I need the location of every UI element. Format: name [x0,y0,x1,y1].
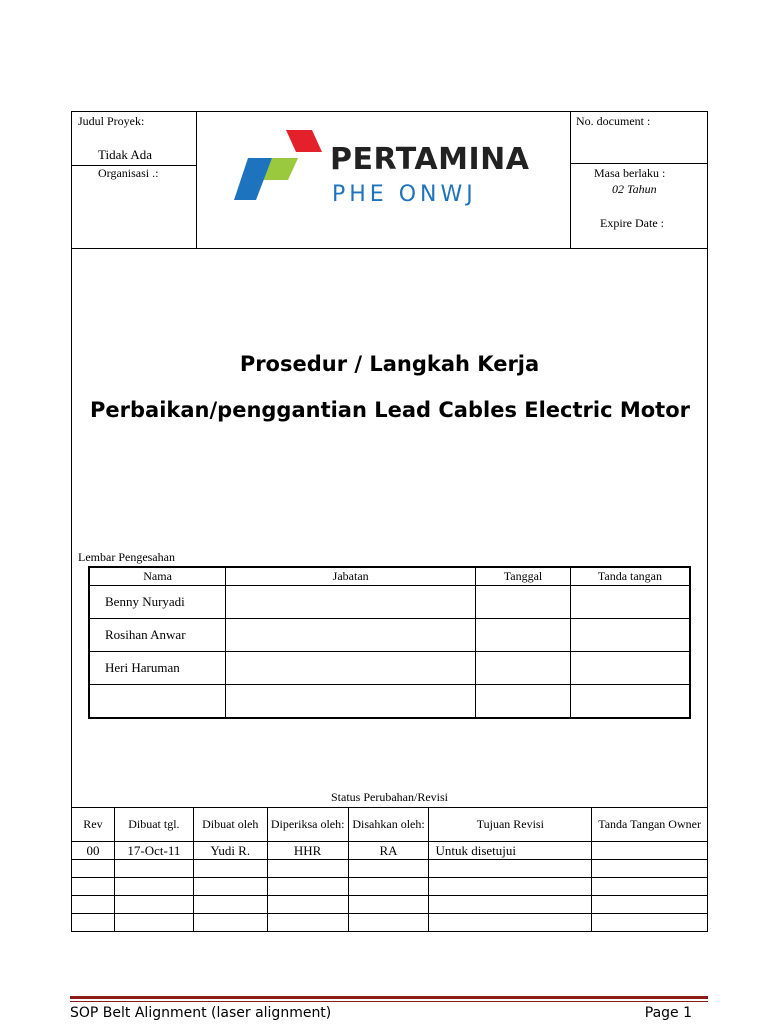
tanda-tangan-cell [570,586,690,619]
tanda-tangan-owner-cell [592,860,708,878]
header-nama: Nama [89,567,226,586]
rev-cell: 00 [72,842,115,860]
jabatan-cell [226,586,476,619]
tanda-tangan-owner-cell [592,896,708,914]
header-dibuat-oleh: Dibuat oleh [193,808,267,842]
diperiksa-oleh-cell [267,896,348,914]
table-row [89,652,690,685]
revisi-table [71,807,708,932]
jabatan-cell [226,685,476,719]
header-jabatan: Jabatan [226,567,476,586]
footer-rule [70,996,708,999]
dibuat-tgl-cell [114,896,193,914]
dibuat-tgl-cell [114,878,193,896]
dibuat-oleh-cell [193,896,267,914]
judul-proyek-label: Judul Proyek: [78,114,145,128]
table-row [72,878,708,896]
document-body-frame [71,249,708,808]
masa-berlaku-value: 02 Tahun [612,182,657,196]
tujuan-revisi-cell: Untuk disetujui [429,842,592,860]
organisasi-label: Organisasi .: [98,166,159,180]
tujuan-revisi-cell [429,878,592,896]
revisi-header-row [72,808,708,842]
tujuan-revisi-cell [429,914,592,932]
dibuat-oleh-cell [193,878,267,896]
pengesahan-header-row [89,567,690,586]
dibuat-tgl-cell [114,914,193,932]
table-row [89,619,690,652]
nama-cell: Heri Haruman [89,652,226,685]
header-tanda-tangan-owner: Tanda Tangan Owner [592,808,708,842]
pertamina-logo-mark-icon [234,128,324,206]
pertamina-logo [234,128,530,220]
document-title: Prosedur / Langkah Kerja [239,352,540,376]
dibuat-oleh-cell: Yudi R. [193,842,267,860]
tanggal-cell [476,652,571,685]
pengesahan-table [88,566,691,719]
header-dibuat-tgl: Dibuat tgl. [114,808,193,842]
rev-cell [72,878,115,896]
disahkan-oleh-cell [348,896,429,914]
pengesahan-label: Lembar Pengesahan [78,550,175,564]
table-row [72,896,708,914]
tanda-tangan-cell [570,652,690,685]
diperiksa-oleh-cell: HHR [267,842,348,860]
tujuan-revisi-cell [429,860,592,878]
table-row [72,914,708,932]
header-divider-right [570,112,571,248]
disahkan-oleh-cell [348,878,429,896]
document-header [71,111,708,249]
tanggal-cell [476,685,571,719]
revisi-label: Status Perubahan/Revisi [331,790,448,804]
diperiksa-oleh-cell [267,860,348,878]
tanda-tangan-cell [570,685,690,719]
table-row [72,842,708,860]
header-rev: Rev [72,808,115,842]
no-document-label: No. document : [576,114,651,128]
tujuan-revisi-cell [429,896,592,914]
header-tanggal: Tanggal [476,567,571,586]
tanda-tangan-owner-cell [592,914,708,932]
rev-cell [72,914,115,932]
logo-wordmark: PERTAMINA [330,142,530,177]
disahkan-oleh-cell [348,860,429,878]
footer-document-name: SOP Belt Alignment (laser alignment) [70,1005,332,1021]
document-subtitle: Perbaikan/penggantian Lead Cables Electric Motor [90,398,690,422]
dibuat-tgl-cell [114,860,193,878]
disahkan-oleh-cell: RA [348,842,429,860]
header-divider-left [196,112,197,248]
jabatan-cell [226,652,476,685]
diperiksa-oleh-cell [267,878,348,896]
logo-subtitle: PHE ONWJ [332,182,477,207]
footer-page-number: Page 1 [644,1005,692,1021]
dibuat-oleh-cell [193,860,267,878]
table-row [89,685,690,719]
tanda-tangan-owner-cell [592,878,708,896]
tanggal-cell [476,586,571,619]
diperiksa-oleh-cell [267,914,348,932]
nama-cell: Rosihan Anwar [89,619,226,652]
jabatan-cell [226,619,476,652]
rev-cell [72,860,115,878]
expire-date-label: Expire Date : [600,216,664,230]
header-divider-doc [570,163,707,164]
masa-berlaku-label: Masa berlaku : [594,166,666,180]
tanda-tangan-owner-cell [592,842,708,860]
nama-cell [89,685,226,719]
header-tanda-tangan: Tanda tangan [570,567,690,586]
judul-proyek-value: Tidak Ada [98,147,153,162]
dibuat-oleh-cell [193,914,267,932]
rev-cell [72,896,115,914]
header-tujuan-revisi: Tujuan Revisi [429,808,592,842]
disahkan-oleh-cell [348,914,429,932]
table-row [72,860,708,878]
tanda-tangan-cell [570,619,690,652]
header-disahkan-oleh: Disahkan oleh: [348,808,429,842]
dibuat-tgl-cell: 17-Oct-11 [114,842,193,860]
footer-rule-thin [70,1001,708,1002]
table-row [89,586,690,619]
tanggal-cell [476,619,571,652]
header-diperiksa-oleh: Diperiksa oleh: [267,808,348,842]
nama-cell: Benny Nuryadi [89,586,226,619]
